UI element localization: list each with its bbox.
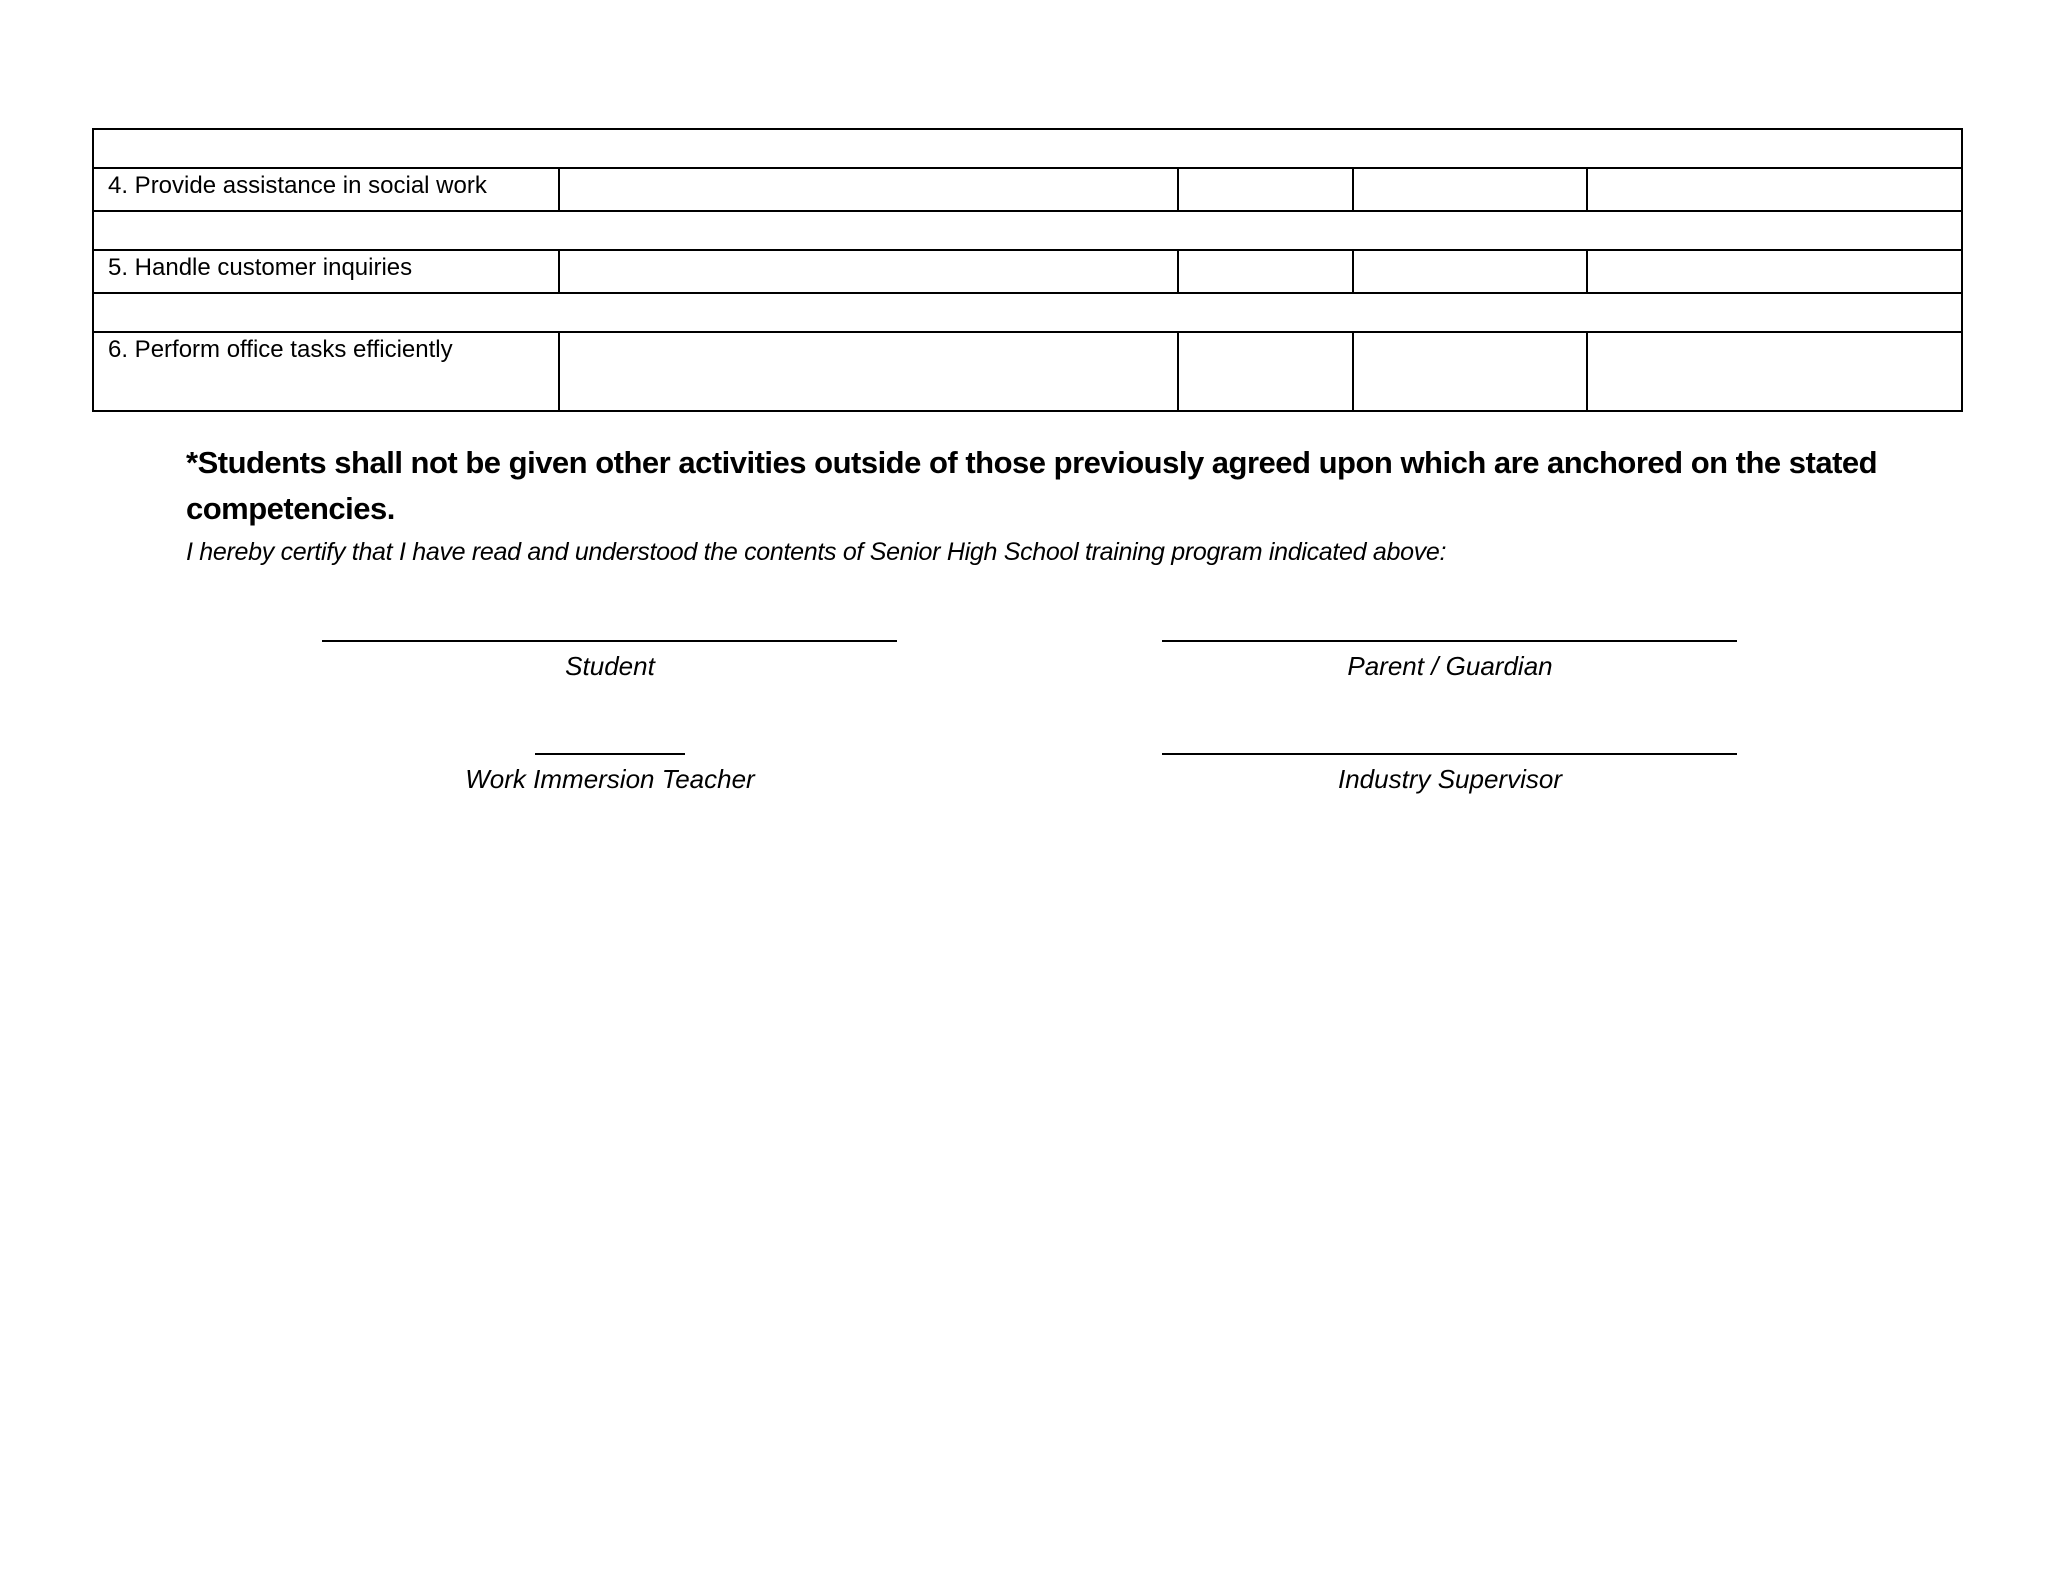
table-row [93,332,1962,411]
competency-label: 5. Handle customer inquiries [93,250,559,293]
competency-label: 4. Provide assistance in social work [93,168,559,211]
certification-statement: I hereby certify that I have read and understood the contents of Senior High School training program indicated above: [186,538,1447,566]
blank-cell[interactable] [1353,250,1587,293]
table-spacer-row [93,129,1962,168]
blank-cell[interactable] [1587,332,1962,411]
competency-label: 6. Perform office tasks efficiently [93,332,559,411]
blank-cell[interactable] [1178,168,1353,211]
parent-signature-line[interactable] [1162,640,1737,642]
spacer-cell [93,211,1962,250]
blank-cell[interactable] [1178,250,1353,293]
parent-signature-label: Parent / Guardian [1347,651,1553,681]
spacer-cell [93,129,1962,168]
blank-cell[interactable] [559,250,1178,293]
blank-cell[interactable] [559,332,1178,411]
blank-cell[interactable] [1587,250,1962,293]
supervisor-signature-label: Industry Supervisor [1338,764,1562,794]
teacher-signature-label: Work Immersion Teacher [465,764,755,794]
activities-note: *Students shall not be given other activities outside of those previously agreed upon which are anchored on the stated competencies. [186,445,1878,526]
blank-cell[interactable] [559,168,1178,211]
table-row [93,250,1962,293]
student-signature-line[interactable] [322,640,897,642]
competency-table [92,128,1963,412]
blank-cell[interactable] [1353,332,1587,411]
table-spacer-row [93,211,1962,250]
spacer-cell [93,293,1962,332]
blank-cell[interactable] [1353,168,1587,211]
supervisor-signature-line[interactable] [1162,753,1737,755]
student-signature-label: Student [565,651,655,681]
teacher-signature-line[interactable] [535,753,685,755]
table-row [93,168,1962,211]
blank-cell[interactable] [1178,332,1353,411]
blank-cell[interactable] [1587,168,1962,211]
table-spacer-row [93,293,1962,332]
